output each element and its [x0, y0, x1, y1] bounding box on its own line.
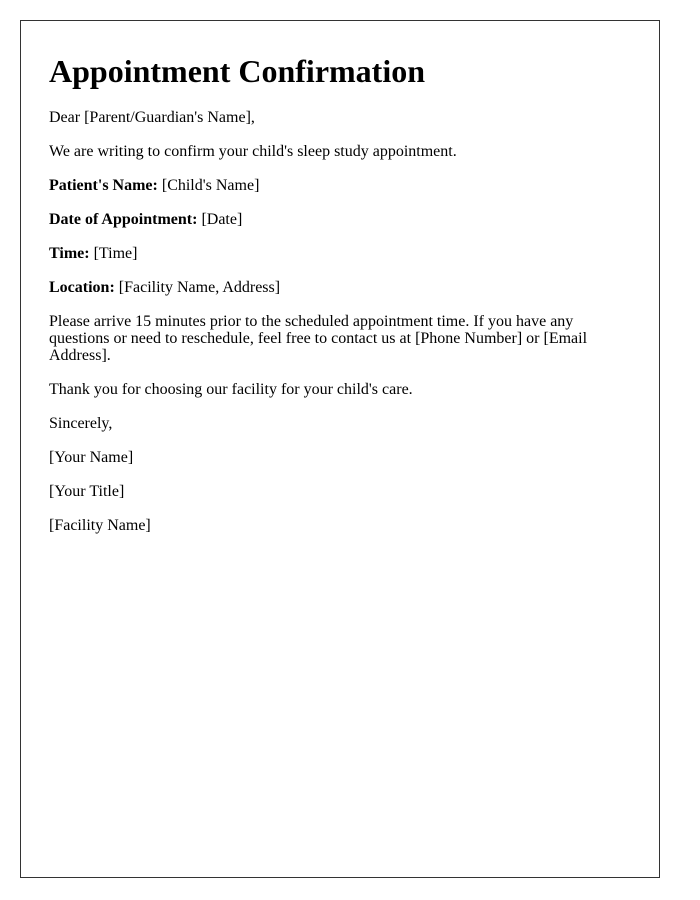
- time-value: [Time]: [93, 245, 138, 262]
- facility-name: [Facility Name]: [49, 517, 151, 534]
- closing: Sincerely,: [49, 415, 113, 432]
- patient-name-value: [Child's Name]: [161, 177, 260, 194]
- patient-name-line: [49, 177, 631, 194]
- patient-name-label: Patient's Name:: [49, 177, 158, 194]
- date-label: Date of Appointment:: [49, 211, 198, 228]
- letter-container: [20, 20, 660, 878]
- location-value: [Facility Name, Address]: [118, 279, 281, 296]
- date-line: [49, 211, 631, 228]
- sender-name: [Your Name]: [49, 449, 134, 466]
- letter-title: Appointment Confirmation: [49, 53, 426, 89]
- sender-title: [Your Title]: [49, 483, 125, 500]
- thanks-paragraph: Thank you for choosing our facility for your child's care.: [49, 381, 413, 398]
- instructions-paragraph: Please arrive 15 minutes prior to the scheduled appointment time. If you have any questions or need to reschedule, feel free to contact us at [Phone Number] or [Email Address].: [49, 313, 588, 364]
- date-value: [Date]: [201, 211, 243, 228]
- time-line: [49, 245, 631, 262]
- greeting: Dear [Parent/Guardian's Name],: [49, 109, 255, 126]
- time-label: Time:: [49, 245, 90, 262]
- location-line: [49, 279, 631, 296]
- location-label: Location:: [49, 279, 115, 296]
- intro-paragraph: We are writing to confirm your child's sleep study appointment.: [49, 143, 457, 160]
